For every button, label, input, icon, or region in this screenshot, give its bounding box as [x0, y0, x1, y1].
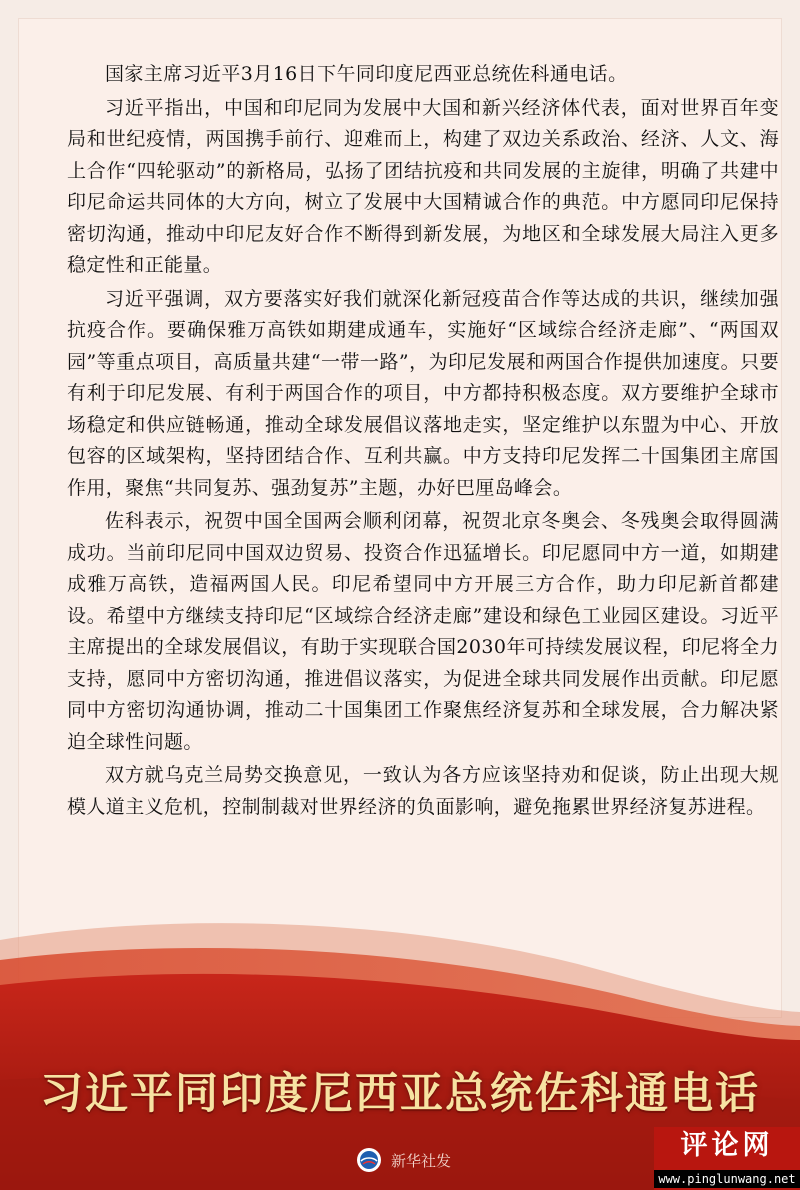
paragraph-2: 习近平指出，中国和印尼同为发展中大国和新兴经济体代表，面对世界百年变局和世纪疫情，两国携手前行、迎难而上，构建了双边关系政治、经济、人文、海上合作“四轮驱动”的新格局，弘扬了团结抗疫和共同发展的主旋律，明确了共建中印尼命运共同体的大方向，树立了发展中大国精诚合作的典范。中方愿同印尼保持密切沟通，推动中印尼友好合作不断得到新发展，为地区和全球发展大局注入更多稳定性和正能量。 — [67, 96, 779, 276]
headline-title: 习近平同印度尼西亚总统佐科通电话 — [40, 1069, 760, 1119]
watermark-title: 评论网 — [680, 1130, 774, 1161]
paragraph-1: 国家主席习近平3月16日下午同印度尼西亚总统佐科通电话。 — [105, 63, 628, 85]
paragraph-4: 佐科表示，祝贺中国全国两会顺利闭幕，祝贺北京冬奥会、冬残奥会取得圆满成功。当前印尼同中国双边贸易、投资合作迅猛增长。印尼愿同中方一道，如期建成雅万高铁，造福两国人民。印尼希望同中方开展三方合作，助力印尼新首都建设。希望中方继续支持印尼“区域综合经济走廊”建设和绿色工业园区建设。习近平主席提出的全球发展倡议，有助于实现联合国2030年可持续发展议程，印尼将全力支持，愿同中方密切沟通，推进倡议落实，为促进全球共同发展作出贡献。印尼愿同中方密切沟通协调，推动二十国集团工作聚焦经济复苏和全球发展，合力解决紧迫全球性问题。 — [67, 510, 779, 753]
site-watermark — [654, 1127, 800, 1190]
source-credit — [357, 1148, 451, 1172]
watermark-url: www.pinglunwang.net — [654, 1170, 800, 1188]
paragraph-3: 习近平强调，双方要落实好我们就深化新冠疫苗合作等达成的共识，继续加强抗疫合作。要确保雅万高铁如期建成通车，实施好“区域综合经济走廊”、“两国双园”等重点项目，高质量共建“一带一路”，为印尼发展和两国合作提供加速度。只要有利于印尼发展、有利于两国合作的项目，中方都持积极态度。双方要维护全球市场稳定和供应链畅通，推动全球发展倡议落地走实，坚定维护以东盟为中心、开放包容的区域架构，坚持团结合作、互利共赢。中方支持印尼发挥二十国集团主席国作用，聚焦“共同复苏、强劲复苏”主题，办好巴厘岛峰会。 — [67, 287, 779, 499]
paragraph-5: 双方就乌克兰局势交换意见，一致认为各方应该坚持劝和促谈，防止出现大规模人道主义危机，控制制裁对世界经济的负面影响，避免拖累世界经济复苏进程。 — [67, 764, 779, 818]
article-body — [67, 59, 779, 823]
article-paper — [18, 18, 782, 1018]
xinhua-globe-icon — [357, 1148, 381, 1172]
source-label: 新华社发 — [391, 1151, 452, 1170]
